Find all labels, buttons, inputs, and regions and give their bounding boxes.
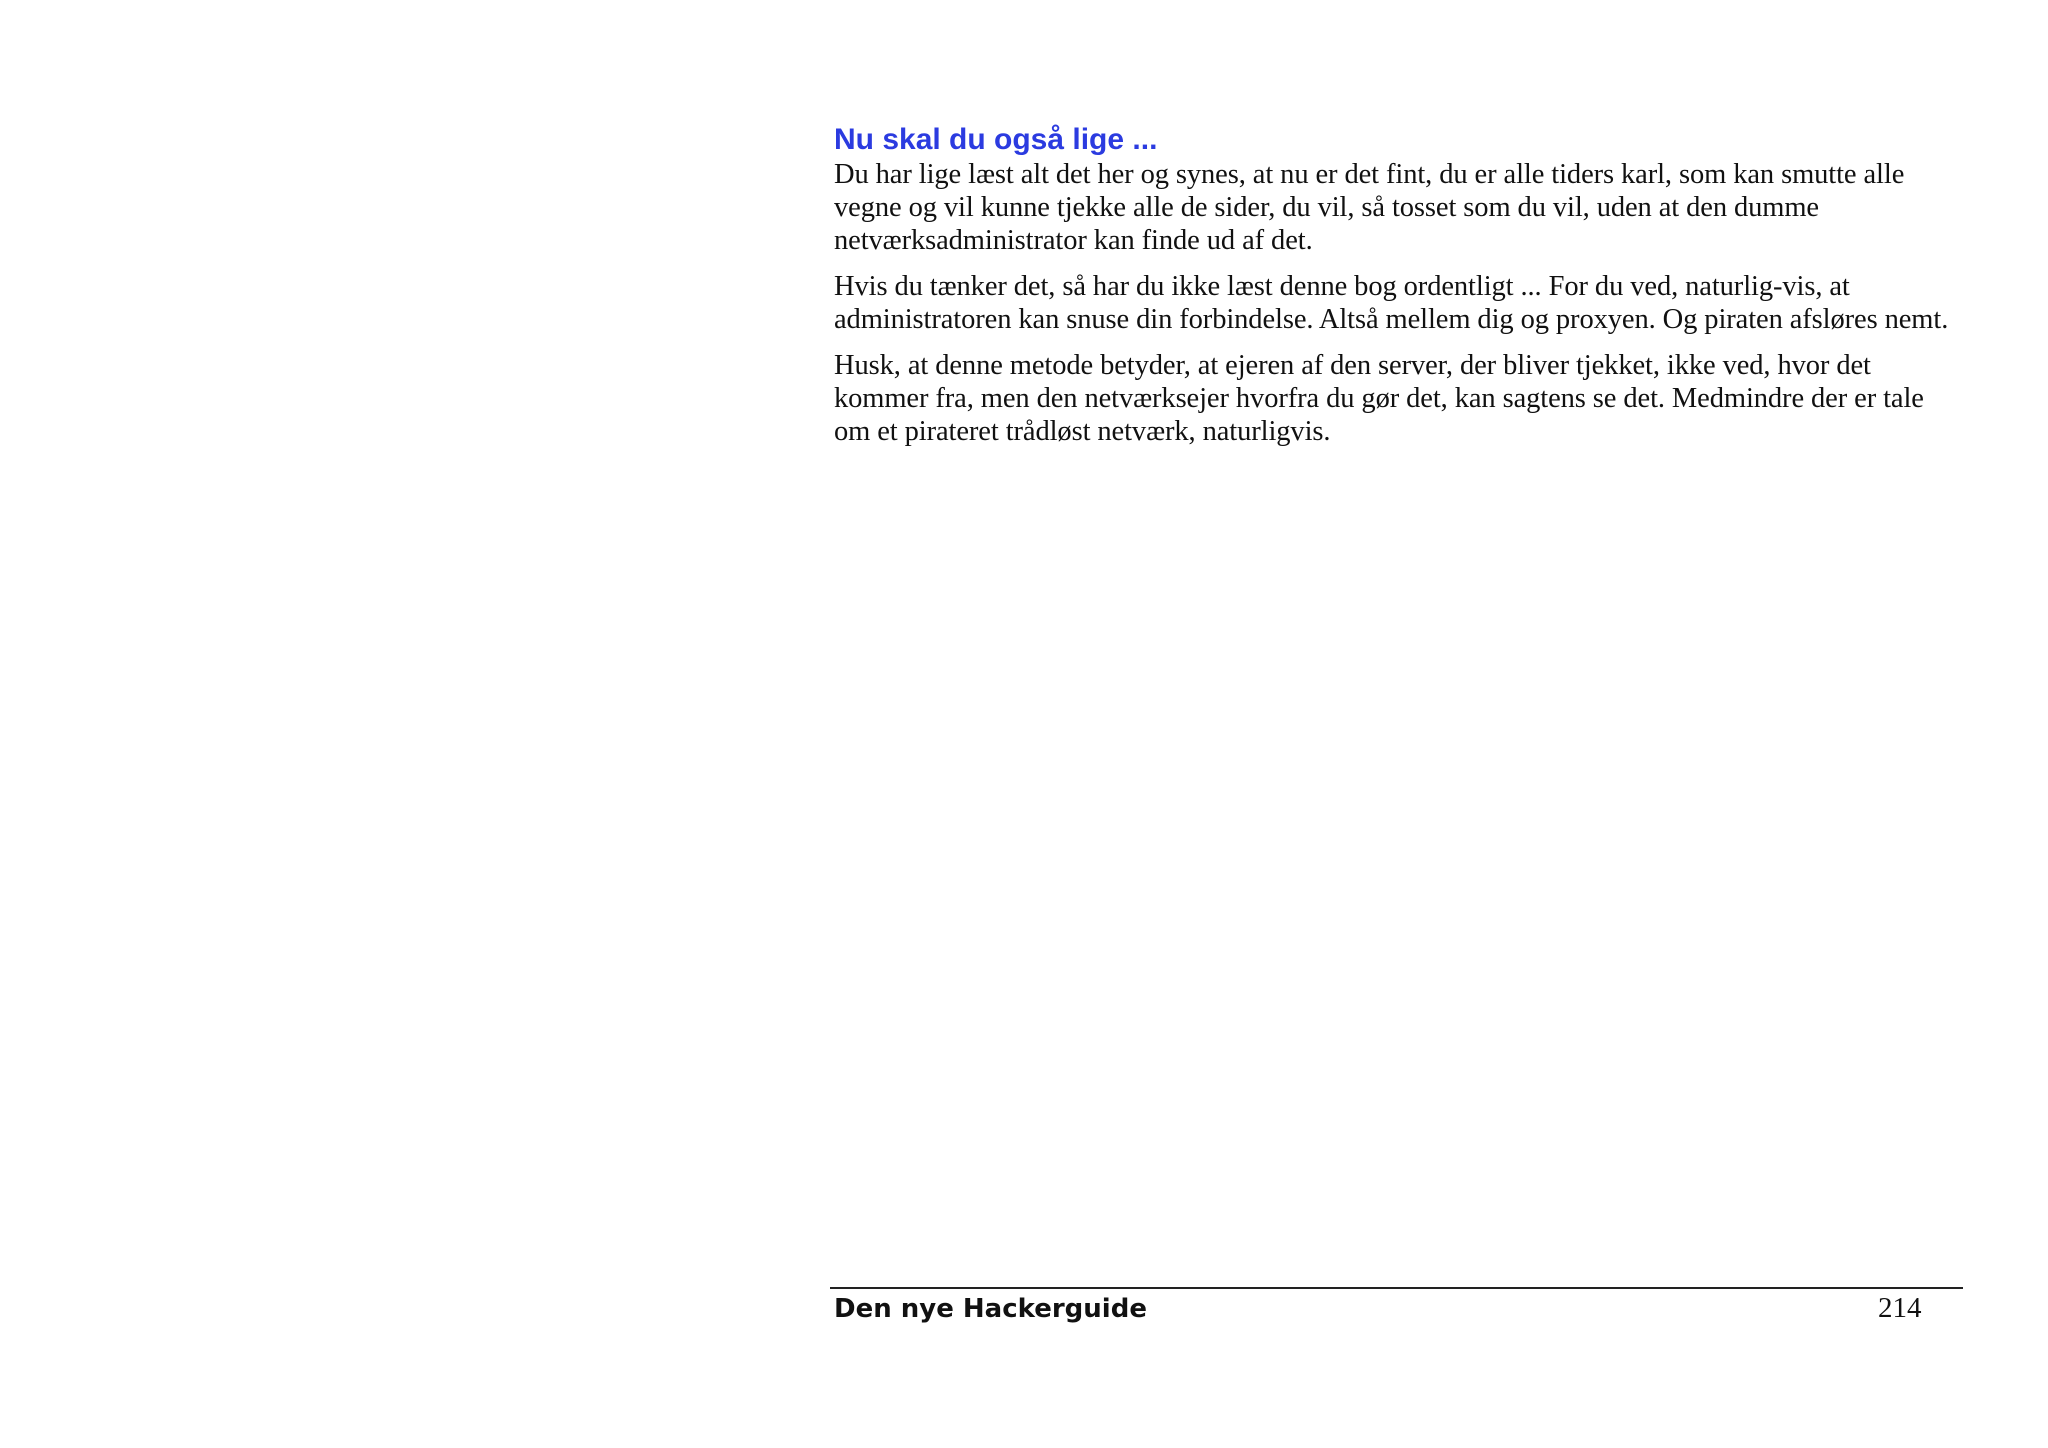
page-number: 214 [1878,1292,1922,1324]
paragraph-1: Du har lige læst alt det her og synes, at nu er det fint, du er alle tiders karl, som kan smutte alle vegne og vil kunne tjekke alle de sider, du vil, så tosset som du vil, uden at den dumme netværksadministrator kan finde ud af det. [834,159,1905,256]
paragraph-3: Husk, at denne metode betyder, at ejeren af den server, der bliver tjekket, ikke ved, hvor det kommer fra, men den netværksejer hvorfra du gør det, kan sagtens se det. Medmindre der er tale om et pirateret trådløst netværk, naturligvis. [834,350,1924,447]
section-heading: Nu skal du også lige ... [834,123,1158,156]
footer-book-title: Den nye Hackerguide [834,1294,1147,1324]
footer-divider [830,1287,1963,1289]
main-content [834,122,1964,448]
paragraph-2: Hvis du tænker det, så har du ikke læst denne bog ordentligt ... For du ved, naturlig-vis, at administratoren kan snuse din forbindelse. Altså mellem dig og proxyen. Og piraten afsløres nemt. [834,271,1949,335]
